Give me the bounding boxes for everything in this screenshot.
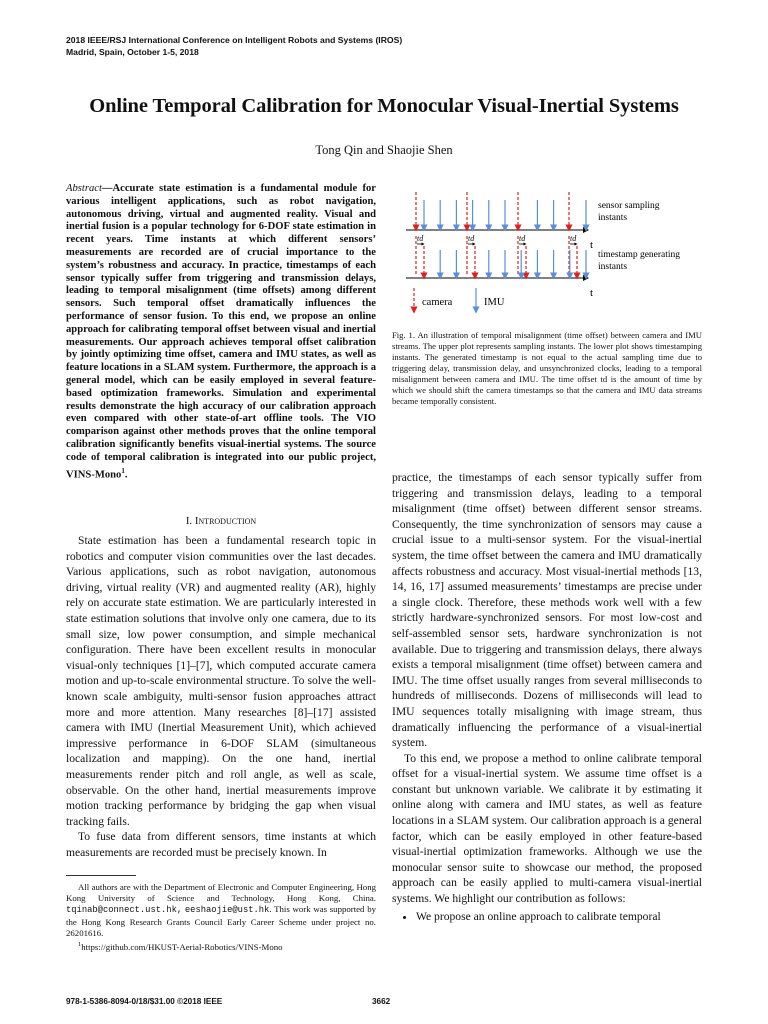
axis-t-lower: t — [590, 287, 594, 299]
conference-location: Madrid, Spain, October 1-5, 2018 — [66, 46, 199, 57]
paper-title: Online Temporal Calibration for Monocular Visual-Inertial Systems — [89, 95, 679, 117]
section-heading-introduction — [66, 515, 376, 527]
td-label: td — [570, 234, 577, 243]
intro-paragraph-1: State estimation has been a fundamental research topic in robotics and computer vision communities over the last decades. Various applications, such as robot navigation, autonomous driving, virtual reality (VR) and augmented reality (AR), highly rely on accurate state estimation. We are particularly interested in state estimation solutions that involve only one camera, due to its small size, low power consumption, and simple mechanical configuration. There have been excellent results in monocular visual-only techniques [1]–[7], which computed accurate camera motion and up-to-scale environmental structure. To solve the well-known scale ambiguity, multi-sensor fusion approaches attract more and more attention. Many researches [8]–[17] assisted camera with IMU (Inertial Measurement Unit), which achieved impressive performance in 6-DOF SLAM (simultaneous localization and mapping). On the one hand, inertial measurements render pitch and roll angle, as well as scale, observable. On the other hand, inertial measurements improve motion tracking performance by bridging the gap when visual tracking fails. — [66, 534, 376, 828]
email-link-1[interactable]: tqinab@connect.ust.hk, — [66, 905, 183, 916]
td-label: td — [417, 234, 424, 243]
td-label: td — [468, 234, 475, 243]
contribution-item-1: • We propose an online approach to calibrate temporal — [416, 909, 702, 925]
section-title: Introduction — [194, 515, 257, 527]
abstract — [66, 183, 376, 482]
source-code-url[interactable]: https://github.com/HKUST-Aerial-Robotics/VINS-Mono — [81, 941, 283, 952]
label-sensor-sampling-2: instants — [598, 213, 628, 223]
right-paragraph-1: practice, the timestamps of each sensor typically suffer from triggering and transmission delays, leading to a temporal misalignment (time offset) between different sensor streams. Consequently, the time synchronization of sensors may cause a crucial issue to a multi-sensor system. For the visual-inertial system, the time offset between the camera and IMU dramatically affects robustness and accuracy. Most visual-inertial methods [13, 14, 16, 17] assumed measurements’ timestamps are precise under a single clock. Therefore, these methods work well with a few strictly hardware-synchronized sensors. For most low-cost and self-assembled sensor sets, hardware synchronization is not available. Due to triggering and transmission delays, there always exists a temporal misalignment (time offset) between camera and IMU. The time offset usually ranges from several milliseconds to hundreds of milliseconds. Dozens of milliseconds will lead to IMU sequences totally misaligning with image stream, thus dramatically influencing the performance of a visual-inertial system. — [392, 471, 702, 750]
section-number: I. — [185, 515, 195, 527]
affiliation-text: All authors are with the Department of Electronic and Computer Engineering, Hong Kong University of Science and Technology, Hong Kong, China. — [66, 882, 376, 904]
label-timestamp: timestamp generating — [598, 250, 681, 260]
footer-page-number: 3662 — [372, 997, 391, 1006]
figure-1-caption: Fig. 1. An illustration of temporal misalignment (time offset) between camera and IMU streams. The upper plot represents sampling instants. The lower plot shows timestamping instants. The generated timestamp is not equal to the actual sampling time due to triggering delay, transmission delay, and unsynchronized clocks, leading to a temporal misalignment between camera and IMU. The time offset td is the amount of time by which we should shift the camera timestamps so that the camera and IMU data streams became temporally consistent. — [392, 330, 702, 406]
abstract-footnote-mark: 1 — [121, 466, 125, 475]
td-label: td — [519, 234, 526, 243]
introduction-body — [66, 533, 376, 860]
figure-1 — [392, 186, 704, 316]
conference-header — [66, 35, 402, 58]
label-sensor-sampling: sensor sampling — [598, 201, 660, 211]
footer-isbn: 978-1-5386-8094-0/18/$31.00 ©2018 IEEE — [66, 997, 223, 1006]
abstract-text: Accurate state estimation is a fundamental module for various intelligent applications, such as robot navigation, autonomous driving, virtual and augmented reality. Visual and inertial fusion is a popular technology for 6-DOF state estimation in recent years. Time instants at which different sensors’ measurements are recorded are of crucial importance to the system’s robustness and accuracy. In practice, timestamps of each sensor typically suffer from triggering and transmission delays, leading to temporal misalignment (time offsets) among different sensors. Such temporal offset dramatically influences the performance of sensor fusion. To this end, we propose an online approach for calibrating temporal offset between visual and inertial measurements. Our approach achieves temporal offset calibration by jointly optimizing time offset, camera and IMU states, as well as feature locations in a SLAM system. Furthermore, the approach is a general model, which can be easily employed in several feature-based optimization frameworks. Simulation and experimental results demonstrate the high accuracy of our calibration approach even compared with other state-of-art offline tools. The VIO comparison against other methods proves that the online temporal calibration significantly benefits visual-inertial systems. The source code of temporal calibration is integrated into our public project, VINS-Mono — [66, 183, 376, 481]
abstract-end: . — [124, 469, 128, 481]
legend-camera-label: camera — [422, 297, 453, 308]
conference-name: 2018 IEEE/RSJ International Conference on Intelligent Robots and Systems (IROS) — [66, 35, 403, 45]
right-column-body — [392, 470, 702, 924]
abstract-dash: — — [101, 183, 113, 194]
url-footnote-mark: 1 — [78, 941, 82, 949]
abstract-lead: Abstract — [66, 183, 102, 194]
legend-imu-label: IMU — [484, 297, 505, 308]
axis-t-upper: t — [590, 239, 594, 251]
paper-authors: Tong Qin and Shaojie Shen — [315, 143, 453, 157]
footnote — [66, 882, 376, 953]
intro-paragraph-2: To fuse data from different sensors, time instants at which measurements are recorded must be precisely known. In — [66, 830, 376, 859]
footnote-rule — [66, 875, 136, 876]
funding-text: . This work was supported by the Hong Kong Research Grants Council Early Career Scheme under project no. 26201616. — [66, 904, 376, 938]
right-paragraph-2: To this end, we propose a method to online calibrate temporal offset for a visual-inertial system. We assume time offset is a constant but unknown variable. We calibrate it by estimating it online along with camera and IMU states, as well as feature locations in a SLAM system. Our calibration approach is a general factor, which can be easily employed in other feature-based visual-inertial optimization frameworks. Although we use the monocular sensor suite to showcase our method, the proposed approach can be easily applied to multi-camera visual-inertial systems. We highlight our contribution as follows: — [392, 751, 702, 906]
contribution-list — [392, 909, 702, 925]
label-timestamp-2: instants — [598, 262, 628, 272]
timing-diagram — [392, 186, 704, 316]
email-link-2[interactable]: eeshaojie@ust.hk — [184, 905, 270, 916]
